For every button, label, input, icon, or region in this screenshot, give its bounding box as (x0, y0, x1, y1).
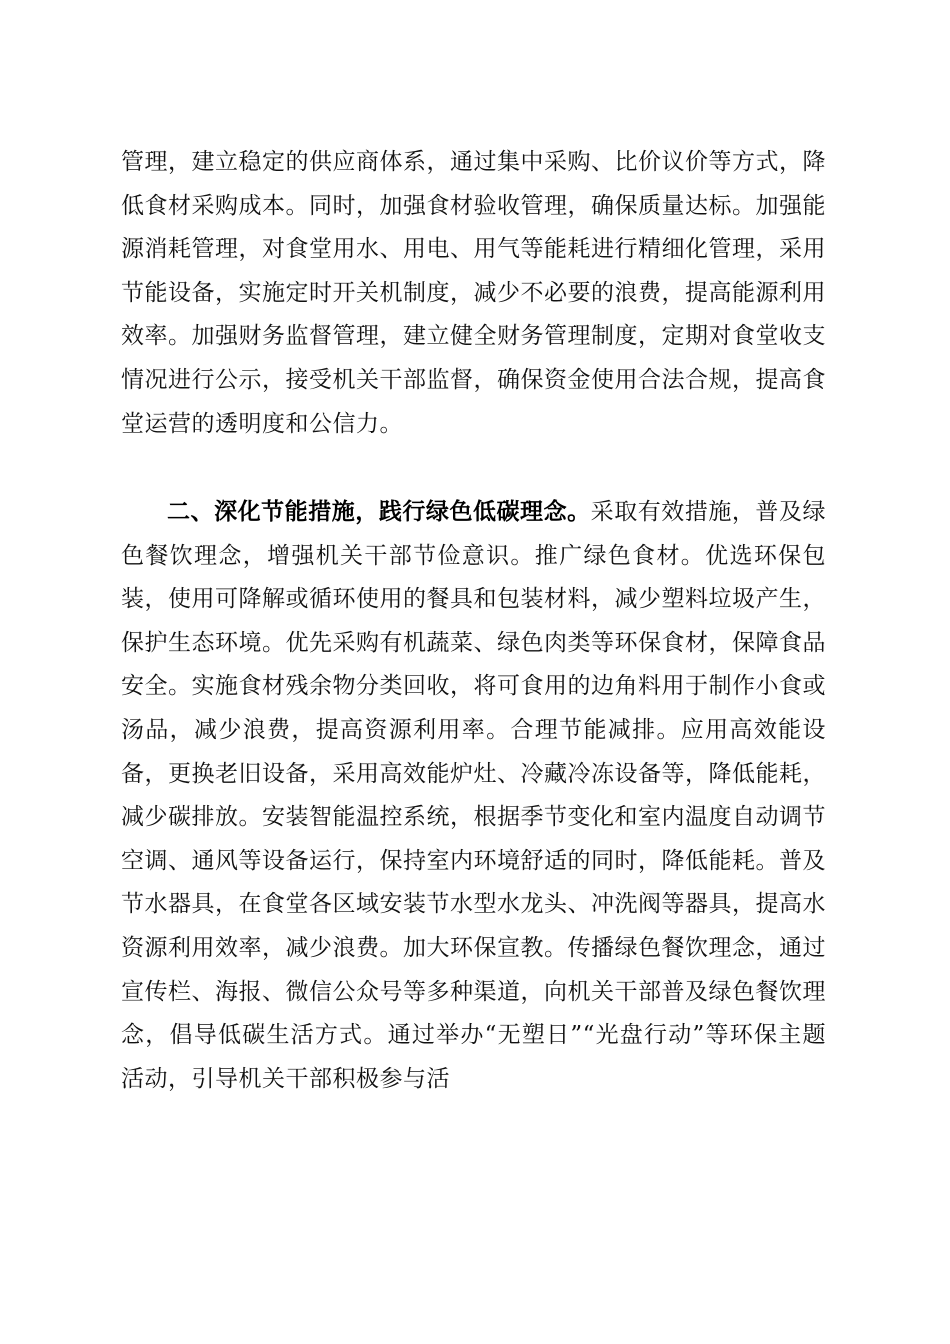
paragraph-continued: 管理，建立稳定的供应商体系，通过集中采购、比价议价等方式，降低食材采购成本。同时，加强食材验收管理，确保质量达标。加强能源消耗管理，对食堂用水、用电、用气等能耗进行精细化管理，采用节能设备，实施定时开关机制度，减少不必要的浪费，提高能源利用效率。加强财务监督管理，建立健全财务管理制度，定期对食堂收支情况进行公示，接受机关干部监督，确保资金使用合法合规，提高食堂运营的透明度和公信力。 (121, 149, 826, 437)
section-two-body: 采取有效措施，普及绿色餐饮理念，增强机关干部节俭意识。推广绿色食材。优选环保包装，使用可降解或循环使用的餐具和包装材料，减少塑料垃圾产生，保护生态环境。优先采购有机蔬菜、绿色肉类等环保食材，保障食品安全。实施食材残余物分类回收，将可食用的边角料用于制作小食或汤品，减少浪费，提高资源利用率。合理节能减排。应用高效能设备，更换老旧设备，采用高效能炉灶、冷藏冷冻设备等，降低能耗，减少碳排放。安装智能温控系统，根据季节变化和室内温度自动调节空调、通风等设备运行，保持室内环境舒适的同时，降低能耗。普及节水器具，在食堂各区域安装节水型水龙头、冲洗阀等器具，提高水资源利用效率，减少浪费。加大环保宣教。传播绿色餐饮理念，通过宣传栏、海报、微信公众号等多种渠道，向机关干部普及绿色餐饮理念，倡导低碳生活方式。通过举办“无塑日”“光盘行动”等环保主题活动，引导机关干部积极参与活 (121, 499, 827, 1092)
section-two-heading: 二、深化节能措施，践行绿色低碳理念。 (167, 498, 591, 525)
section-two-paragraph (121, 490, 826, 1101)
